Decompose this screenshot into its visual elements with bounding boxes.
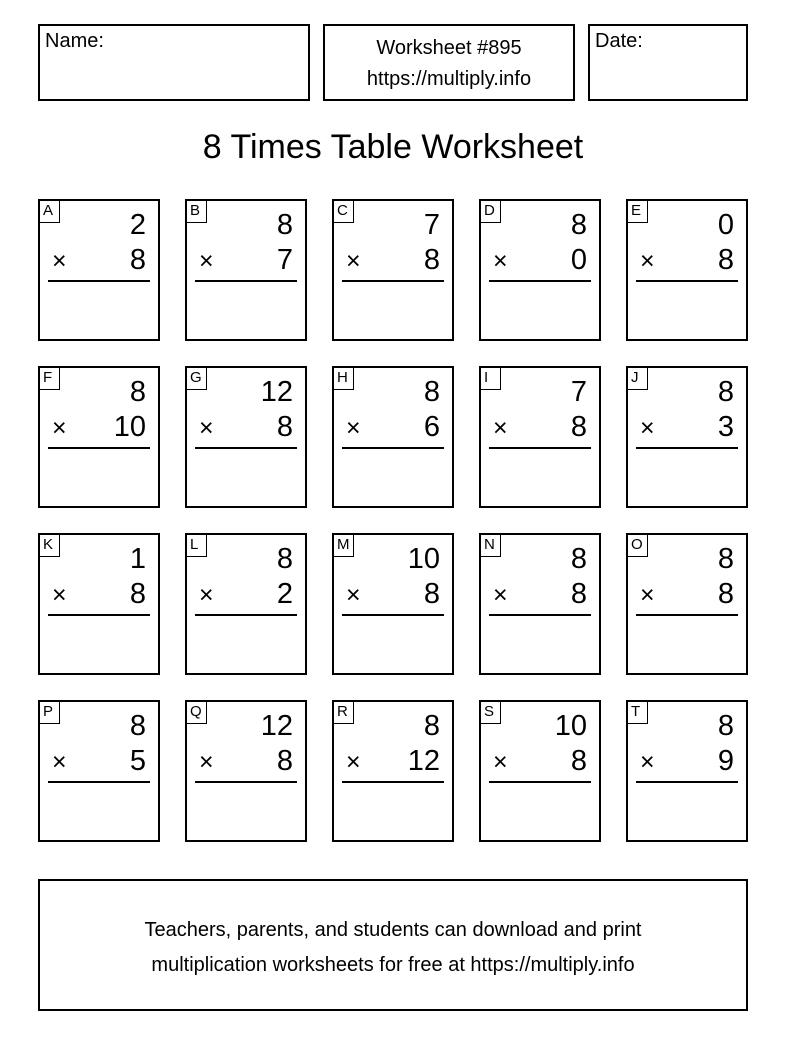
problem-card-l[interactable] <box>185 533 307 675</box>
answer-line <box>195 781 297 783</box>
problem-bottom-number: 8 <box>570 411 587 443</box>
problem-card-e[interactable] <box>626 199 748 341</box>
problem-top-number: 7 <box>570 376 587 408</box>
problem-top-number: 8 <box>570 209 587 241</box>
problem-grid <box>38 199 750 844</box>
answer-line <box>636 447 738 449</box>
problem-letter: L <box>187 535 207 557</box>
problem-letter: R <box>334 702 354 724</box>
problem-top-number: 10 <box>407 543 440 575</box>
problem-card-g[interactable] <box>185 366 307 508</box>
problem-card-t[interactable] <box>626 700 748 842</box>
name-label: Name: <box>45 30 104 52</box>
answer-line <box>342 781 444 783</box>
problem-card-c[interactable] <box>332 199 454 341</box>
problem-top-number: 1 <box>129 543 146 575</box>
answer-line <box>636 280 738 282</box>
problem-letter: O <box>628 535 648 557</box>
worksheet-info-box <box>323 24 575 101</box>
name-field-box[interactable] <box>38 24 310 101</box>
problem-top-number: 8 <box>717 543 734 575</box>
problem-bottom-number: 8 <box>717 578 734 610</box>
problem-bottom-number: 0 <box>570 244 587 276</box>
problem-top-number: 10 <box>554 710 587 742</box>
problem-card-m[interactable] <box>332 533 454 675</box>
answer-line <box>342 280 444 282</box>
problem-top-number: 8 <box>570 543 587 575</box>
answer-line <box>195 447 297 449</box>
problem-card-d[interactable] <box>479 199 601 341</box>
multiply-sign: × <box>199 581 214 609</box>
problem-letter: G <box>187 368 207 390</box>
problem-card-j[interactable] <box>626 366 748 508</box>
problem-card-n[interactable] <box>479 533 601 675</box>
problem-bottom-number: 8 <box>423 578 440 610</box>
answer-line <box>48 447 150 449</box>
problem-bottom-number: 7 <box>276 244 293 276</box>
problem-bottom-number: 8 <box>276 411 293 443</box>
problem-bottom-number: 5 <box>129 745 146 777</box>
problem-bottom-number: 8 <box>570 745 587 777</box>
answer-line <box>342 614 444 616</box>
answer-line <box>489 781 591 783</box>
problem-letter: B <box>187 201 207 223</box>
answer-line <box>48 614 150 616</box>
problem-bottom-number: 8 <box>717 244 734 276</box>
date-label: Date: <box>595 30 643 52</box>
problem-top-number: 0 <box>717 209 734 241</box>
problem-top-number: 12 <box>260 710 293 742</box>
problem-bottom-number: 8 <box>129 244 146 276</box>
problem-letter: P <box>40 702 60 724</box>
multiply-sign: × <box>493 414 508 442</box>
multiply-sign: × <box>52 247 67 275</box>
multiply-sign: × <box>346 581 361 609</box>
problem-bottom-number: 8 <box>129 578 146 610</box>
problem-letter: A <box>40 201 60 223</box>
problem-card-f[interactable] <box>38 366 160 508</box>
answer-line <box>636 614 738 616</box>
problem-bottom-number: 9 <box>717 745 734 777</box>
problem-card-o[interactable] <box>626 533 748 675</box>
problem-bottom-number: 3 <box>717 411 734 443</box>
problem-letter: I <box>481 368 501 390</box>
problem-card-s[interactable] <box>479 700 601 842</box>
problem-top-number: 8 <box>717 710 734 742</box>
problem-bottom-number: 2 <box>276 578 293 610</box>
multiply-sign: × <box>346 247 361 275</box>
problem-top-number: 8 <box>717 376 734 408</box>
problem-letter: C <box>334 201 354 223</box>
answer-line <box>195 614 297 616</box>
problem-letter: D <box>481 201 501 223</box>
footer-line-2: multiplication worksheets for free at https://multiply.info <box>151 954 635 976</box>
problem-top-number: 8 <box>423 710 440 742</box>
multiply-sign: × <box>52 748 67 776</box>
problem-letter: S <box>481 702 501 724</box>
problem-card-a[interactable] <box>38 199 160 341</box>
multiply-sign: × <box>493 247 508 275</box>
problem-card-b[interactable] <box>185 199 307 341</box>
problem-bottom-number: 8 <box>570 578 587 610</box>
problem-bottom-number: 8 <box>276 745 293 777</box>
problem-top-number: 8 <box>129 376 146 408</box>
answer-line <box>489 280 591 282</box>
date-field-box[interactable] <box>588 24 748 101</box>
multiply-sign: × <box>199 748 214 776</box>
problem-letter: E <box>628 201 648 223</box>
multiply-sign: × <box>52 581 67 609</box>
problem-bottom-number: 12 <box>407 745 440 777</box>
problem-card-i[interactable] <box>479 366 601 508</box>
problem-letter: T <box>628 702 648 724</box>
problem-letter: N <box>481 535 501 557</box>
problem-top-number: 8 <box>276 209 293 241</box>
multiply-sign: × <box>346 414 361 442</box>
problem-top-number: 8 <box>276 543 293 575</box>
problem-letter: K <box>40 535 60 557</box>
worksheet-number: Worksheet #895 <box>376 37 522 59</box>
problem-bottom-number: 6 <box>423 411 440 443</box>
problem-top-number: 2 <box>129 209 146 241</box>
page-title: 8 Times Table Worksheet <box>202 128 584 166</box>
answer-line <box>342 447 444 449</box>
answer-line <box>636 781 738 783</box>
problem-card-r[interactable] <box>332 700 454 842</box>
problem-letter: Q <box>187 702 207 724</box>
multiply-sign: × <box>640 247 655 275</box>
multiply-sign: × <box>199 247 214 275</box>
problem-top-number: 8 <box>129 710 146 742</box>
problem-card-h[interactable] <box>332 366 454 508</box>
multiply-sign: × <box>199 414 214 442</box>
multiply-sign: × <box>640 748 655 776</box>
multiply-sign: × <box>640 581 655 609</box>
problem-top-number: 8 <box>423 376 440 408</box>
answer-line <box>48 280 150 282</box>
problem-letter: J <box>628 368 648 390</box>
problem-card-q[interactable] <box>185 700 307 842</box>
multiply-sign: × <box>493 581 508 609</box>
answer-line <box>195 280 297 282</box>
problem-letter: F <box>40 368 60 390</box>
answer-line <box>489 614 591 616</box>
footer-text <box>40 913 746 983</box>
worksheet-url: https://multiply.info <box>366 68 532 90</box>
multiply-sign: × <box>346 748 361 776</box>
multiply-sign: × <box>52 414 67 442</box>
footer-box <box>38 879 748 1011</box>
problem-top-number: 12 <box>260 376 293 408</box>
footer-line-1: Teachers, parents, and students can download and print <box>144 919 642 941</box>
problem-card-p[interactable] <box>38 700 160 842</box>
problem-letter: H <box>334 368 354 390</box>
problem-bottom-number: 10 <box>113 411 146 443</box>
answer-line <box>489 447 591 449</box>
answer-line <box>48 781 150 783</box>
multiply-sign: × <box>640 414 655 442</box>
problem-letter: M <box>334 535 354 557</box>
problem-top-number: 7 <box>423 209 440 241</box>
multiply-sign: × <box>493 748 508 776</box>
problem-card-k[interactable] <box>38 533 160 675</box>
problem-bottom-number: 8 <box>423 244 440 276</box>
